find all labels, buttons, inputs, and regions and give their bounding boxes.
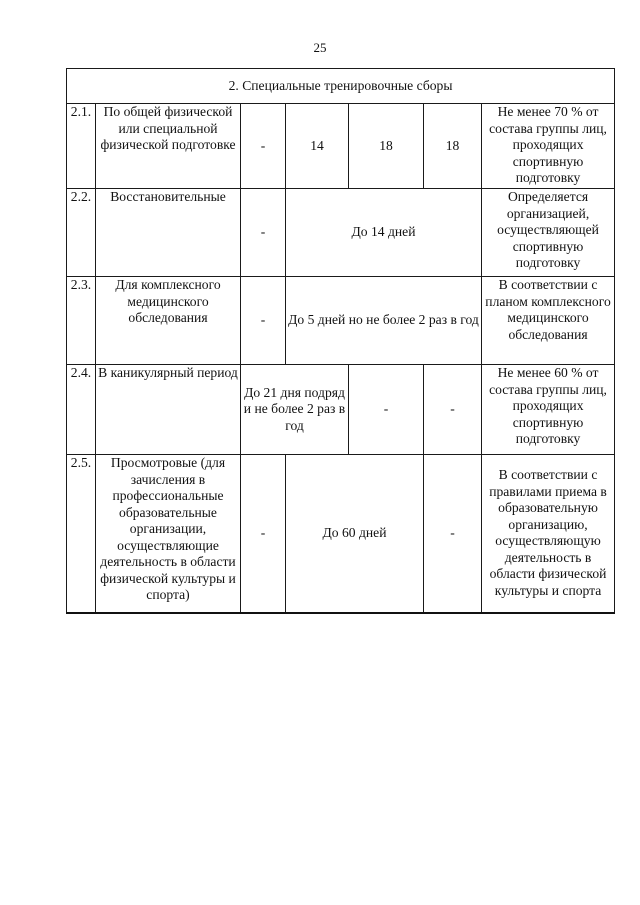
page-number: 25 [313,40,327,55]
table-row [67,277,615,365]
row-note: Не менее 60 % от состава группы лиц, проходящих спортивную подготовку [482,365,615,455]
row-number: 2.4. [67,365,96,455]
cell-value: - [424,365,482,455]
cell-value: - [241,104,286,189]
cell-value: - [349,365,424,455]
row-name: Для комплексного медицинского обследования [96,277,241,365]
section-title: 2. Специальные тренировочные сборы [67,69,615,104]
cell-value: 18 [424,104,482,189]
table-row [67,365,615,455]
merged-duration-cell: До 14 дней [286,189,482,277]
row-number: 2.3. [67,277,96,365]
merged-duration-cell: До 21 дня подряд и не более 2 раз в год [241,365,349,455]
row-name: Просмотровые (для зачисления в профессиональные образовательные организации, осуществляющие деятельность в области физической культуры и спорта) [96,455,241,613]
row-number: 2.5. [67,455,96,613]
row-note: В соответствии с планом комплексного медицинского обследования [482,277,615,365]
row-name: По общей физической или специальной физической подготовке [96,104,241,189]
section-header-row [67,69,615,104]
cell-value: 14 [286,104,349,189]
row-note: В соответствии с правилами приема в образовательную организацию, осуществляющую деятельность в области физической культуры и спорта [482,455,615,613]
row-number: 2.2. [67,189,96,277]
cell-value: - [424,455,482,613]
table-row [67,455,615,613]
cell-value: - [241,455,286,613]
training-camps-table [66,68,615,614]
row-note: Определяется организацией, осуществляющей спортивную подготовку [482,189,615,277]
cell-value: - [241,189,286,277]
merged-duration-cell: До 5 дней но не более 2 раз в год [286,277,482,365]
cell-value: 18 [349,104,424,189]
row-name: Восстановительные [96,189,241,277]
table-row [67,104,615,189]
cell-value: - [241,277,286,365]
row-number: 2.1. [67,104,96,189]
table-row [67,189,615,277]
merged-duration-cell: До 60 дней [286,455,424,613]
row-note: Не менее 70 % от состава группы лиц, проходящих спортивную подготовку [482,104,615,189]
row-name: В каникулярный период [96,365,241,455]
